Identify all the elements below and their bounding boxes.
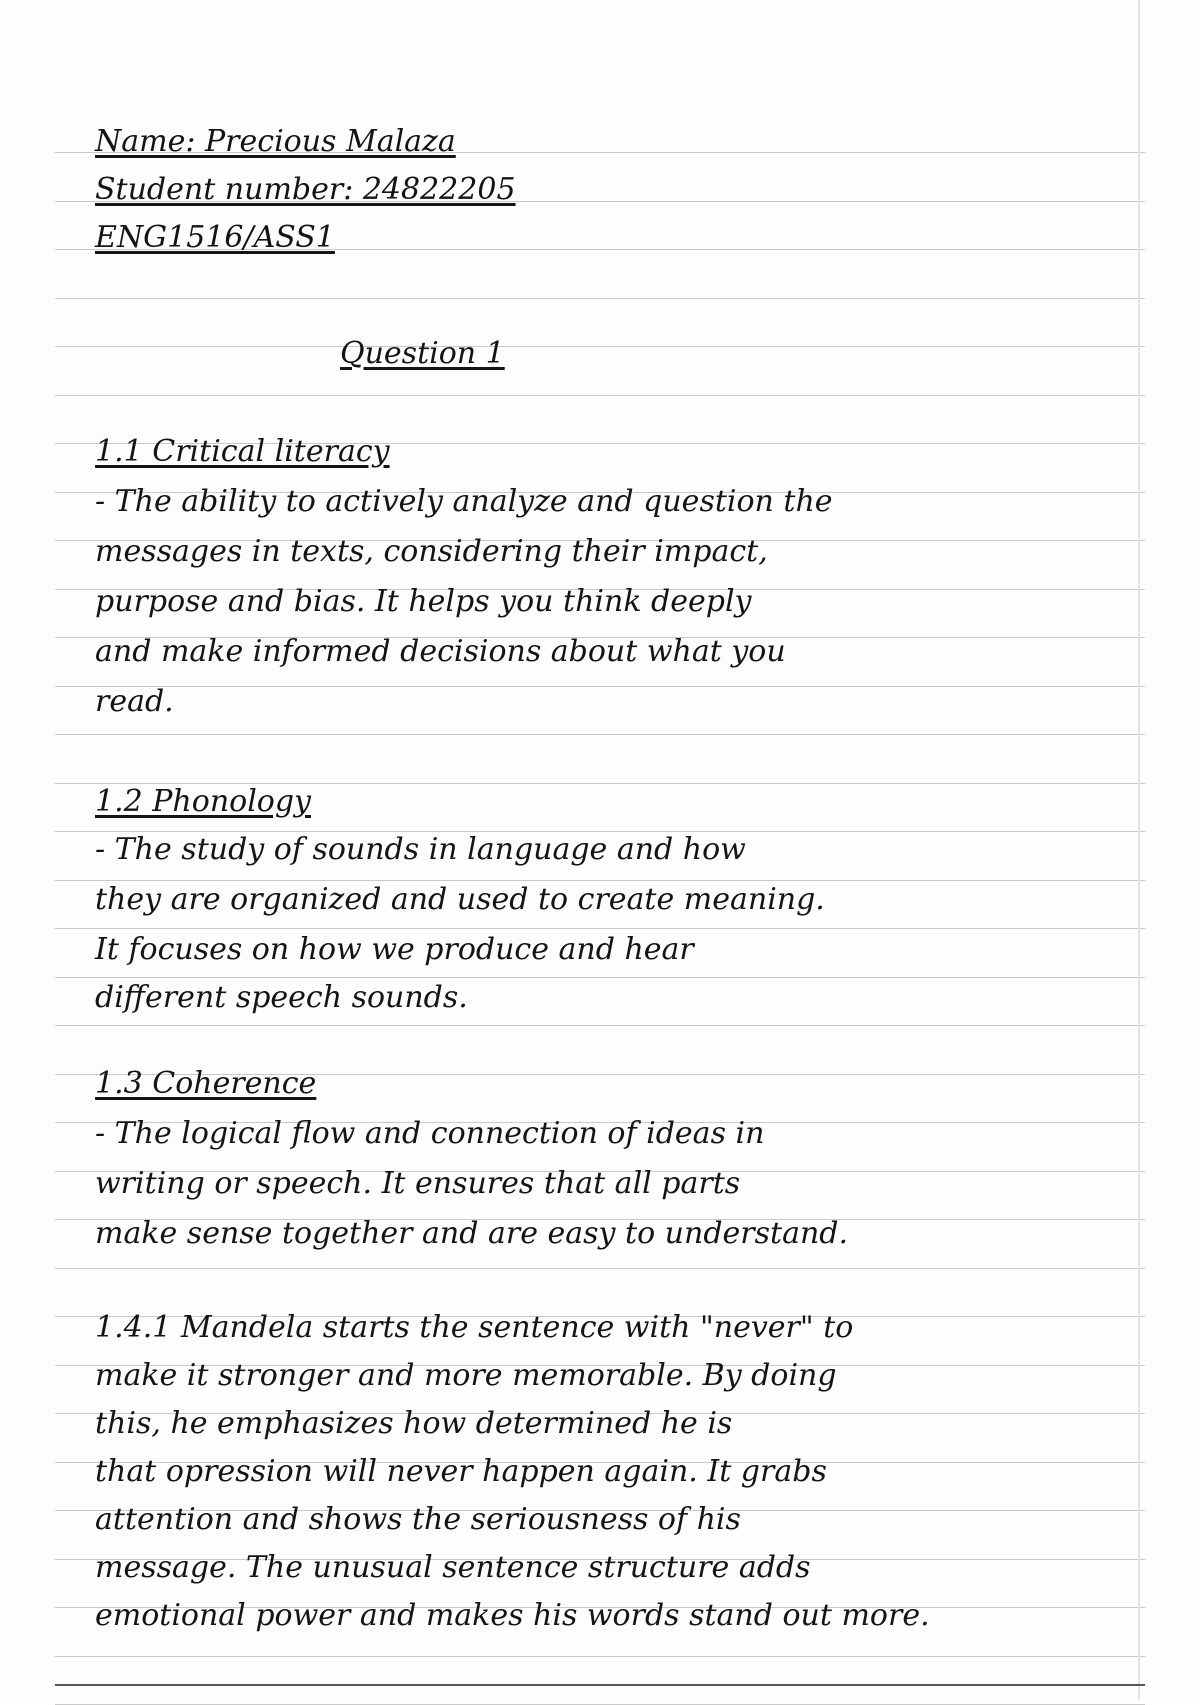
ruled-line [55, 298, 1145, 299]
ruled-line [55, 1025, 1145, 1026]
page-margin-edge [1138, 0, 1140, 1700]
ruled-line [55, 1656, 1145, 1657]
section-line: different speech sounds. [95, 980, 468, 1015]
ruled-line [55, 686, 1145, 687]
section-line: It focuses on how we produce and hear [95, 932, 694, 967]
answer-line: this, he emphasizes how determined he is [95, 1406, 733, 1441]
section-line: make sense together and are easy to understand. [95, 1216, 849, 1251]
section-heading-critical-literacy: 1.1 Critical literacy [95, 434, 390, 469]
section-line: they are organized and used to create meaning. [95, 882, 825, 917]
bleed-through-text [700, 118, 709, 158]
section-line: - The ability to actively analyze and question the [95, 484, 833, 519]
section-line: purpose and bias. It helps you think deeply [95, 584, 752, 619]
section-line: writing or speech. It ensures that all parts [95, 1166, 741, 1201]
section-heading-phonology: 1.2 Phonology [95, 784, 312, 819]
student-name: Name: Precious Malaza [95, 124, 456, 159]
answer-line: that opression will never happen again. It grabs [95, 1454, 827, 1489]
student-number: Student number: 24822205 [95, 172, 516, 207]
answer-line: attention and shows the seriousness of his [95, 1502, 741, 1537]
answer-line: emotional power and makes his words stand out more. [95, 1598, 930, 1633]
section-line: messages in texts, considering their impact, [95, 534, 768, 569]
page-bottom-edge [55, 1684, 1145, 1686]
ruled-line [55, 395, 1145, 396]
section-heading-coherence: 1.3 Coherence [95, 1066, 317, 1101]
ruled-line [55, 734, 1145, 735]
answer-line: 1.4.1 Mandela starts the sentence with "never" to [95, 1310, 854, 1345]
ruled-line [55, 346, 1145, 347]
question-title: Question 1 [340, 336, 505, 371]
ruled-line [55, 1268, 1145, 1269]
answer-line: message. The unusual sentence structure adds [95, 1550, 811, 1585]
assignment-code: ENG1516/ASS1 [95, 220, 335, 255]
section-line: read. [95, 684, 174, 719]
section-line: - The study of sounds in language and how [95, 832, 746, 867]
section-line: - The logical flow and connection of ideas in [95, 1116, 765, 1151]
answer-line: make it stronger and more memorable. By doing [95, 1358, 837, 1393]
section-line: and make informed decisions about what you [95, 634, 786, 669]
